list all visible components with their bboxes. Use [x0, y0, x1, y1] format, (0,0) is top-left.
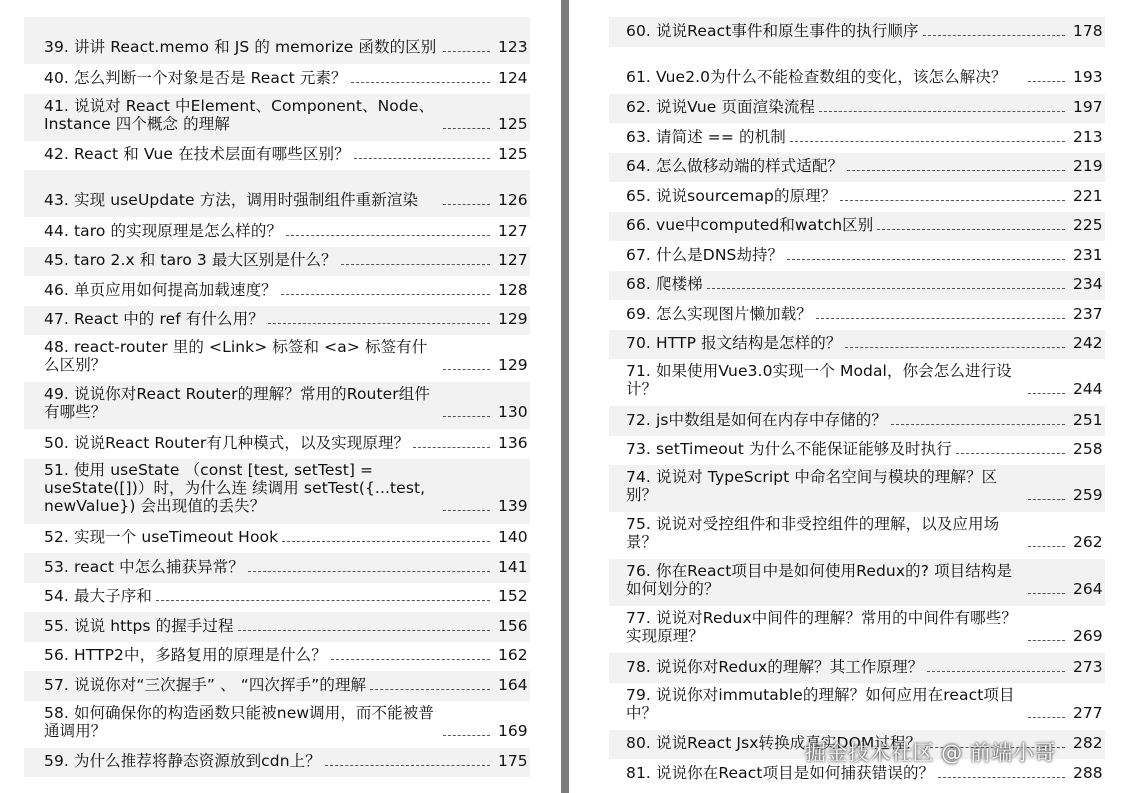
toc-entry-page: 213	[1073, 127, 1103, 146]
toc-entry[interactable]	[609, 153, 1105, 183]
toc-entry-page: 231	[1073, 245, 1103, 264]
toc-entry-title: 51. 使用 useState （const [test, setTest] = useState([])）时，为什么连 续调用 setTest({...test, newValue}) 会出现值的丢失？	[44, 460, 426, 515]
dot-leader	[923, 35, 1065, 36]
toc-entry-title: 69. 怎么实现图片懒加载？	[626, 304, 812, 323]
toc-entry-title: 49. 说说你对React Router的理解？常用的Router组件有哪些？	[44, 385, 430, 421]
dot-leader	[443, 204, 490, 205]
dot-leader	[248, 571, 490, 572]
dot-leader	[370, 689, 490, 690]
dot-leader	[845, 347, 1065, 348]
toc-entry[interactable]	[609, 359, 1105, 406]
toc-entry-title: 45. taro 2.x 和 taro 3 最大区别是什么？	[44, 251, 337, 269]
toc-entry-page: 169	[498, 721, 528, 740]
toc-entry-title: 71. 如果使用Vue3.0实现一个 Modal，你会怎么进行设计？	[626, 362, 1012, 398]
toc-entry[interactable]	[24, 276, 530, 306]
dot-leader	[281, 294, 490, 295]
dot-leader	[351, 82, 490, 83]
toc-entry[interactable]	[609, 465, 1105, 512]
dot-leader	[286, 235, 490, 236]
toc-entry-page: 152	[498, 587, 528, 605]
toc-entry-title: 44. taro 的实现原理是怎么样的？	[44, 221, 283, 240]
toc-entry[interactable]	[24, 141, 530, 171]
toc-entry[interactable]	[24, 524, 530, 554]
toc-entry-page: 219	[1073, 157, 1103, 175]
toc-entry-title: 41. 说说对 React 中Element、Component、Node、Instance 四个概念 的理解	[44, 96, 435, 133]
dot-leader	[443, 128, 490, 129]
toc-entry-title: 42. React 和 Vue 在技术层面有哪些区别？	[44, 145, 350, 163]
toc-entry-title: 40. 怎么判断一个对象是否是 React 元素？	[44, 68, 347, 87]
toc-entry-page: 221	[1073, 186, 1103, 205]
dot-leader	[443, 735, 490, 736]
toc-entry-page: 130	[498, 403, 528, 421]
toc-entry[interactable]	[24, 459, 530, 524]
dot-leader	[331, 659, 490, 660]
toc-entry-page: 156	[498, 616, 528, 635]
toc-entry[interactable]	[24, 64, 530, 94]
toc-entry-title: 74. 说说对 TypeScript 中命名空间与模块的理解？区别？	[626, 468, 998, 504]
toc-entry-page: 136	[498, 433, 528, 452]
toc-entry-title: 46. 单页应用如何提高加载速度？	[44, 280, 277, 299]
toc-entry-title: 61. Vue2.0为什么不能检查数组的变化，该怎么解决？	[626, 67, 1007, 86]
dot-leader	[938, 777, 1065, 778]
dot-leader	[1028, 499, 1065, 500]
dot-leader	[443, 369, 490, 370]
dot-leader	[1028, 393, 1065, 394]
toc-entry-page: 242	[1073, 334, 1103, 352]
toc-entry-page: 262	[1073, 533, 1103, 551]
toc-entry-page: 139	[498, 496, 528, 515]
dot-leader	[891, 424, 1065, 425]
toc-entry[interactable]	[24, 429, 530, 459]
toc-entry[interactable]	[609, 330, 1105, 360]
toc-entry[interactable]	[24, 748, 530, 778]
toc-entry-title: 70. HTTP 报文结构是怎样的？	[626, 334, 842, 352]
toc-entry-page: 273	[1073, 657, 1103, 676]
toc-entry[interactable]	[24, 170, 530, 217]
toc-entry-title: 64. 怎么做移动端的样式适配？	[626, 157, 844, 175]
toc-entry[interactable]	[24, 247, 530, 277]
toc-entry-title: 68. 爬楼梯	[626, 275, 703, 293]
toc-entry[interactable]	[24, 612, 530, 642]
toc-entry-title: 79. 说说你对immutable的理解？如何应用在react项目中？	[626, 685, 1015, 722]
dot-leader	[443, 510, 490, 511]
dot-leader	[354, 158, 490, 159]
toc-entry-title: 39. 讲讲 React.memo 和 JS 的 memorize 函数的区别	[44, 38, 437, 56]
dot-leader	[956, 453, 1065, 454]
toc-entry[interactable]	[24, 335, 530, 382]
toc-entry[interactable]	[24, 553, 530, 583]
toc-entry-page: 288	[1073, 763, 1103, 782]
dot-leader	[156, 600, 490, 601]
toc-entry[interactable]	[24, 583, 530, 613]
toc-entry[interactable]	[609, 271, 1105, 301]
toc-entry-title: 75. 说说对受控组件和非受控组件的理解，以及应用场景？	[626, 515, 1000, 551]
toc-entry-title: 60. 说说React事件和原生事件的执行顺序	[626, 21, 919, 40]
toc-entry[interactable]	[609, 241, 1105, 271]
toc-entry-page: 178	[1073, 21, 1103, 40]
toc-entry[interactable]	[609, 436, 1105, 466]
toc-entry-title: 81. 说说你在React项目是如何捕获错误的？	[626, 763, 935, 782]
toc-entry-page: 225	[1073, 216, 1103, 234]
dot-leader	[443, 51, 490, 52]
toc-entry[interactable]	[609, 17, 1105, 47]
toc-entry-title: 56. HTTP2中，多路复用的原理是什么？	[44, 646, 327, 664]
dot-leader	[707, 288, 1065, 289]
dot-leader	[413, 447, 490, 448]
toc-entry-page: 251	[1073, 410, 1103, 429]
toc-entry-title: 48. react-router 里的 <Link> 标签和 <a> 标签有什么区别？	[44, 338, 428, 374]
toc-entry-title: 80. 说说React Jsx转换成真实DOM过程？	[626, 734, 922, 752]
toc-entry[interactable]	[609, 406, 1105, 436]
toc-entry[interactable]	[609, 47, 1105, 94]
toc-entry-title: 72. js中数组是如何在内存中存储的？	[626, 410, 887, 429]
toc-entry-title: 54. 最大子序和	[44, 587, 152, 605]
dot-leader	[1028, 546, 1065, 547]
toc-entry-page: 277	[1073, 703, 1103, 722]
toc-entry-title: 77. 说说对Redux中间件的理解？常用的中间件有哪些？实现原理？	[626, 609, 1017, 645]
toc-list-left	[24, 17, 530, 777]
toc-entry[interactable]	[24, 701, 530, 748]
toc-entry-page: 129	[498, 356, 528, 374]
toc-entry-title: 43. 实现 useUpdate 方法，调用时强制组件重新渲染	[44, 191, 419, 209]
dot-leader	[341, 264, 490, 265]
dot-leader	[787, 259, 1065, 260]
toc-entry-page: 164	[498, 675, 528, 694]
watermark: 掘金技术社区 @ 前端小哥	[805, 741, 1056, 765]
toc-entry[interactable]	[609, 182, 1105, 212]
toc-entry-page: 140	[498, 528, 528, 546]
toc-entry[interactable]	[609, 653, 1105, 683]
toc-entry[interactable]	[609, 94, 1105, 124]
toc-entry-title: 67. 什么是DNS劫持？	[626, 245, 784, 264]
toc-entry[interactable]	[609, 606, 1105, 653]
dot-leader	[840, 200, 1065, 201]
toc-entry[interactable]	[24, 382, 530, 429]
toc-entry-title: 63. 请简述 == 的机制	[626, 127, 786, 146]
dot-leader	[816, 318, 1065, 319]
toc-entry[interactable]	[609, 300, 1105, 330]
dot-leader	[819, 111, 1065, 112]
left-page	[0, 0, 561, 793]
toc-entry-title: 52. 实现一个 useTimeout Hook	[44, 528, 279, 546]
toc-entry-title: 65. 说说sourcemap的原理？	[626, 186, 837, 205]
toc-entry-page: 234	[1073, 275, 1103, 293]
toc-entry-title: 62. 说说Vue 页面渲染流程	[626, 98, 816, 116]
toc-entry-page: 175	[498, 752, 528, 770]
toc-entry-page: 127	[498, 251, 528, 269]
toc-entry-title: 73. setTimeout 为什么不能保证能够及时执行	[626, 440, 952, 458]
toc-entry[interactable]	[609, 512, 1105, 559]
toc-entry-page: 264	[1073, 580, 1103, 598]
toc-entry[interactable]	[24, 217, 530, 247]
toc-entry-page: 197	[1073, 98, 1103, 116]
toc-entry-page: 141	[498, 557, 528, 576]
toc-entry-title: 55. 说说 https 的握手过程	[44, 616, 234, 635]
toc-entry-title: 57. 说说你对“三次握手” 、 “四次挥手”的理解	[44, 675, 367, 694]
toc-entry-page: 269	[1073, 627, 1103, 645]
toc-entry-page: 127	[498, 221, 528, 240]
dot-leader	[1028, 81, 1065, 82]
toc-entry[interactable]	[24, 642, 530, 672]
dot-leader	[282, 541, 490, 542]
dot-leader	[268, 323, 490, 324]
dot-leader	[1028, 640, 1065, 641]
toc-entry-page: 129	[498, 310, 528, 328]
toc-entry-page: 237	[1073, 304, 1103, 323]
toc-entry[interactable]	[609, 683, 1105, 730]
toc-entry-page: 123	[498, 38, 528, 56]
toc-entry-title: 47. React 中的 ref 有什么用？	[44, 310, 264, 328]
toc-entry-page: 125	[498, 114, 528, 133]
toc-entry[interactable]	[24, 671, 530, 701]
toc-entry-page: 125	[498, 145, 528, 163]
dot-leader	[238, 630, 490, 631]
toc-entry-title: 59. 为什么推荐将静态资源放到cdn上？	[44, 752, 321, 770]
toc-entry-title: 78. 说说你对Redux的理解？其工作原理？	[626, 657, 924, 676]
toc-entry-page: 126	[498, 191, 528, 209]
dot-leader	[790, 141, 1065, 142]
dot-leader	[1028, 593, 1065, 594]
toc-entry-title: 76. 你在React项目中是如何使用Redux的? 项目结构是如何划分的？	[626, 562, 1013, 598]
toc-entry-page: 193	[1073, 67, 1103, 86]
toc-entry-page: 259	[1073, 486, 1103, 504]
toc-entry-title: 50. 说说React Router有几种模式，以及实现原理？	[44, 433, 410, 452]
toc-entry-title: 58. 如何确保你的构造函数只能被new调用，而不能被普通调用？	[44, 703, 434, 740]
dot-leader	[443, 416, 490, 417]
toc-entry[interactable]	[609, 123, 1105, 153]
toc-entry-page: 244	[1073, 380, 1103, 398]
toc-entry-title: 53. react 中怎么捕获异常？	[44, 557, 244, 576]
toc-entry-page: 162	[498, 646, 528, 664]
dot-leader	[927, 671, 1065, 672]
toc-entry[interactable]	[24, 306, 530, 336]
toc-entry-page: 258	[1073, 440, 1103, 458]
dot-leader	[1028, 717, 1065, 718]
toc-entry[interactable]	[609, 559, 1105, 606]
toc-entry-title: 66. vue中computed和watch区别	[626, 216, 874, 234]
toc-entry[interactable]	[609, 212, 1105, 242]
toc-entry[interactable]	[24, 94, 530, 141]
dot-leader	[877, 229, 1065, 230]
toc-list-right	[609, 17, 1105, 789]
toc-entry-page: 124	[498, 68, 528, 87]
toc-entry-page: 282	[1073, 734, 1103, 752]
toc-entry[interactable]	[24, 17, 530, 64]
dot-leader	[325, 765, 490, 766]
dot-leader	[847, 170, 1065, 171]
right-page	[569, 0, 1125, 793]
toc-entry-page: 128	[498, 280, 528, 299]
